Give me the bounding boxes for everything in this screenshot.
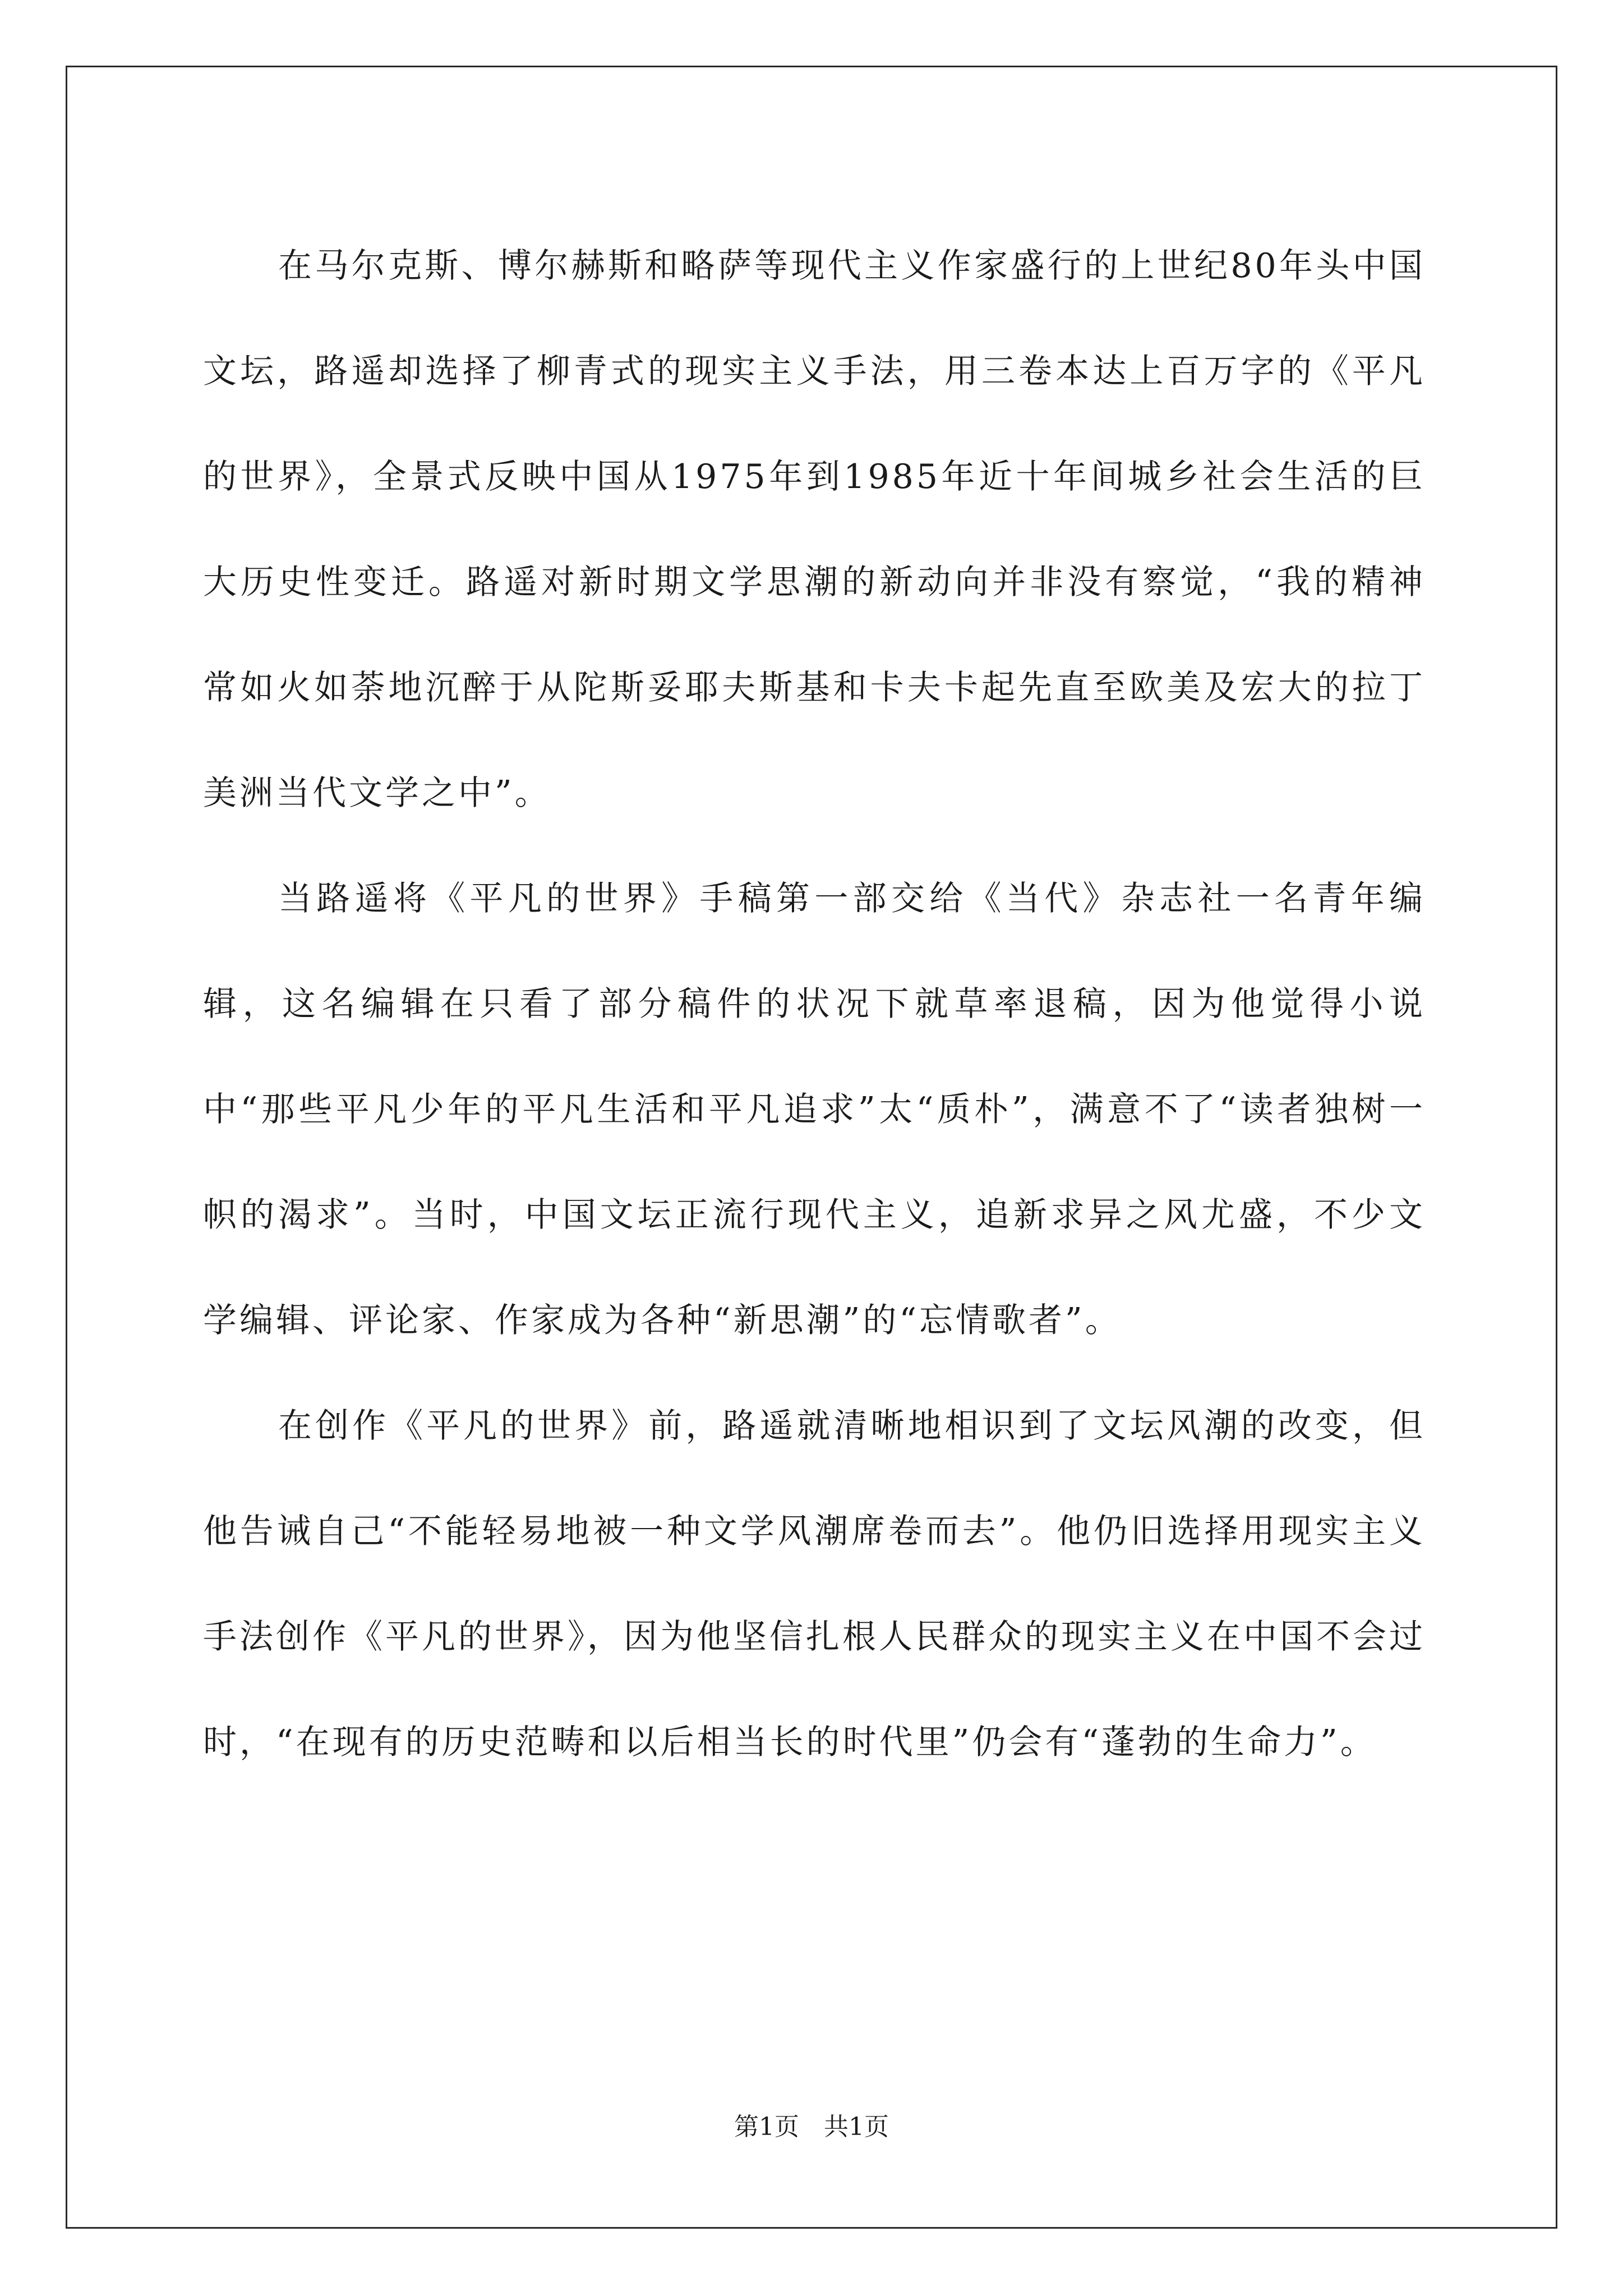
page-number: 第1页 <box>734 2113 799 2141</box>
paragraph: 当路遥将《平凡的世界》手稿第一部交给《当代》杂志社一名青年编辑，这名编辑在只看了部分稿件的状况下就草率退稿，因为他觉得小说中“那些平凡少年的平凡生活和平凡追求”太“质朴”，满意不了“读者独树一帜的渴求”。当时，中国文坛正流行现代主义，追新求异之风尤盛，不少文学编辑、评论家、作家成为各种“新思潮”的“忘情歌者”。 <box>203 879 1426 1340</box>
article-body <box>203 213 1426 1795</box>
paragraph: 在创作《平凡的世界》前，路遥就清晰地相识到了文坛风潮的改变，但他告诫自己“不能轻易地被一种文学风潮席卷而去”。他仍旧选择用现实主义手法创作《平凡的世界》，因为他坚信扎根人民群众的现实主义在中国不会过时，“在现有的历史范畴和以后相当长的时代里”仍会有“蓬勃的生命力”。 <box>203 1406 1426 1762</box>
paragraph: 在马尔克斯、博尔赫斯和略萨等现代主义作家盛行的上世纪80年头中国文坛，路遥却选择了柳青式的现实主义手法，用三卷本达上百万字的《平凡的世界》，全景式反映中国从1975年到1985年近十年间城乡社会生活的巨大历史性变迁。路遥对新时期文学思潮的新动向并非没有察觉，“我的精神常如火如荼地沉醉于从陀斯妥耶夫斯基和卡夫卡起先直至欧美及宏大的拉丁美洲当代文学之中”。 <box>203 246 1426 813</box>
page-footer <box>0 2110 1623 2144</box>
page-total: 共1页 <box>824 2113 889 2141</box>
